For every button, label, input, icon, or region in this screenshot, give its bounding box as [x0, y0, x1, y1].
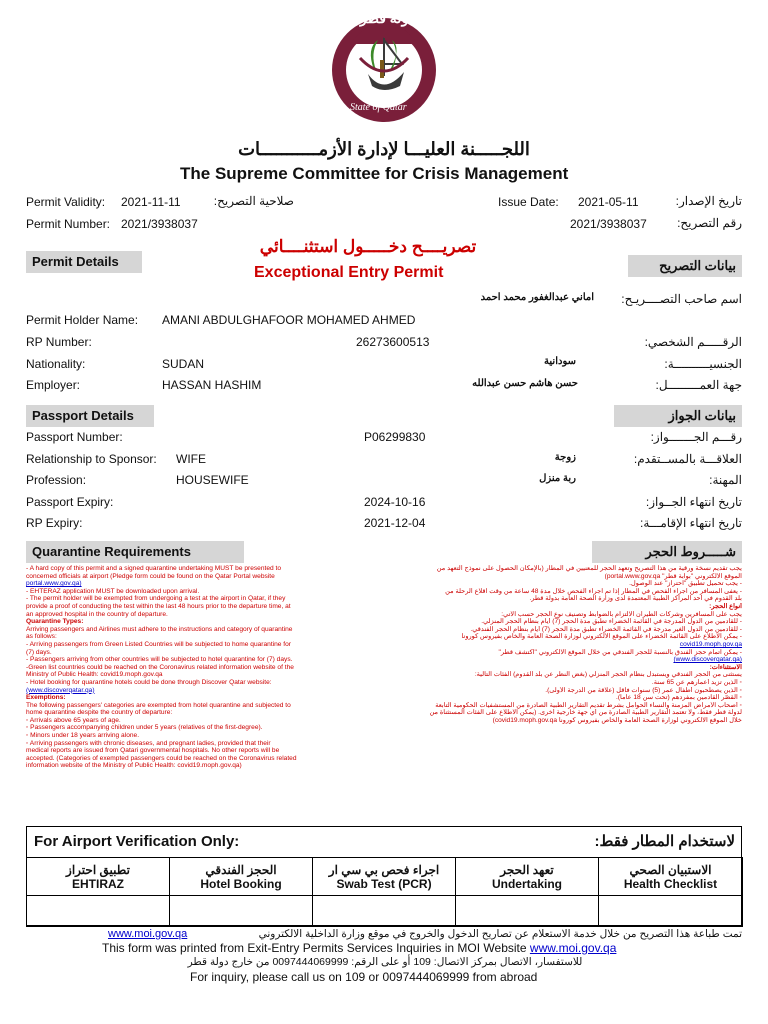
- footer-moi-link-1[interactable]: www.moi.gov.qa: [108, 928, 188, 940]
- nationality-value: SUDAN: [162, 357, 205, 371]
- rp-number-label-ar: الرقـــــم الشخصي:: [644, 335, 742, 349]
- verification-column-label-en: Health Checklist: [623, 876, 718, 891]
- quarantine-en-line: medical reports are issued from Qatari governmental hospitals. No other reports will be: [26, 747, 280, 755]
- quarantine-en-line[interactable]: (www.discoverqatar.qa): [26, 686, 95, 694]
- permit-validity-value: 2021-11-11: [121, 195, 181, 209]
- state-emblem: [330, 4, 438, 126]
- quarantine-ar-line: - يعفى المسافر من اجراء الفحص في المطار إذا تم اجراء الفحص خلال مدة 48 ساعة من وقت اقلاع الرحلة من: [445, 587, 742, 595]
- quarantine-ar-line[interactable]: covid19.moph.gov.qa: [679, 640, 742, 648]
- verification-column-label-ar: اجراء فحص بي سي ار: [328, 862, 440, 877]
- quarantine-en-line: (7) days.: [26, 648, 52, 656]
- verification-check-cell[interactable]: [313, 896, 456, 927]
- quarantine-text-en: [26, 565, 386, 770]
- rp-expiry-label-ar: تاريخ انتهاء الإقامـــة:: [640, 516, 742, 530]
- permit-number-label: Permit Number:: [26, 217, 111, 231]
- quarantine-en-line: home quarantine despite the country of departure:: [26, 709, 173, 717]
- quarantine-heading: Quarantine Requirements: [26, 541, 244, 563]
- profession-value: HOUSEWIFE: [176, 473, 249, 487]
- permit-validity-label-ar: صلاحية التصريح:: [213, 194, 294, 208]
- employer-label: Employer:: [26, 378, 81, 392]
- quarantine-en-line: - The permit holder will be exempted from undergoing a test at the airport in Qatar, if they: [26, 595, 286, 603]
- footer-line2-text: This form was printed from Exit-Entry Permits Services Inquiries in MOI Website: [102, 941, 527, 955]
- quarantine-ar-line: الموقع الالكتروني "بوابة قطر" portal.www.gov.qa): [604, 572, 742, 580]
- quarantine-en-line: ◦ Arriving passengers with chronic diseases, and pregnant ladies, provided that their: [26, 739, 271, 747]
- holder-label: Permit Holder Name:: [26, 313, 139, 327]
- nationality-label-ar: الجنسيــــــــــة:: [664, 357, 742, 371]
- passport-number-label: Passport Number:: [26, 430, 123, 444]
- rp-expiry-label: RP Expiry:: [26, 516, 83, 530]
- profession-label: Profession:: [26, 473, 87, 487]
- quarantine-ar-line: ◦ الذين يصطحبون أطفال عمر (5) سنوات فأقل (علاقة من الدرجة الأولى).: [545, 686, 742, 694]
- verification-column-label-en: Swab Test (PCR): [336, 876, 432, 891]
- quarantine-ar-line: يجب على المسافرين وشركات الطيران الالتزام بالضوابط وتصنيف نوع الحجر حسب الآتي:: [501, 610, 742, 618]
- footer-line4: For inquiry, please call us on 109 or 0097444069999 from abroad: [190, 970, 538, 984]
- quarantine-ar-line: ◦ القصّر القادمين بمفردهم (تحت سن 18 عاماً).: [616, 694, 742, 702]
- quarantine-text-ar: [388, 565, 742, 724]
- employer-value-ar: حسن هاشم حسن عبدالله: [472, 378, 578, 389]
- quarantine-en-line: - Arriving passengers from Green Listed Countries will be subjected to home quarantine for: [26, 640, 291, 648]
- nationality-value-ar: سودانية: [544, 356, 576, 367]
- profession-label-ar: المهنة:: [709, 473, 742, 487]
- verification-check-cell[interactable]: [170, 896, 313, 927]
- quarantine-ar-line: - يمكن اتمام حجز الفندق بالنسبة للحجر الفندقي من خلال الموقع الالكتروني "اكتشف قطر": [498, 648, 742, 656]
- passport-number-label-ar: رقـــم الجـــــــواز:: [650, 430, 742, 444]
- quarantine-heading-ar: شـــــروط الحجر: [592, 541, 742, 563]
- verification-column-header: [170, 858, 313, 896]
- committee-title-en: The Supreme Committee for Crisis Management: [180, 164, 569, 183]
- holder-label-ar: اسم صاحب التصــــريـح:: [621, 292, 742, 306]
- relationship-value-ar: زوجة: [554, 452, 576, 463]
- issue-date-value: 2021-05-11: [578, 195, 639, 209]
- passport-details-heading-ar: بيانات الجواز: [614, 405, 742, 427]
- issue-date-label: Issue Date:: [498, 195, 559, 209]
- verification-column-header: [599, 858, 743, 896]
- quarantine-en-line: - A hard copy of this permit and a signed quarantine undertaking MUST be presented to: [26, 565, 281, 572]
- quarantine-en-line: an approved hospital in the country of departure.: [26, 610, 168, 618]
- verification-heading-ar: لاستخدام المطار فقط:: [594, 833, 735, 850]
- verification-column-label-ar: تطبيق احتراز: [66, 862, 130, 877]
- rp-number-label: RP Number:: [26, 335, 92, 349]
- verification-column-label-ar: الاستبيان الصحي: [629, 862, 712, 877]
- quarantine-en-line: information website of the Ministry of Public Health: covid19.moph.gov.qa): [26, 762, 242, 770]
- quarantine-ar-line: يجب تقديم نسخة ورقية من هذا التصريح وتعهد الحجر للمعنيين في المطار (بالإمكان الحصول على نموذج التعهد من: [436, 565, 742, 572]
- verification-column-label-en: Undertaking: [491, 876, 562, 891]
- permit-number-value-right: 2021/3938037: [570, 217, 647, 231]
- quarantine-en-line: - Passengers arriving from other countries will be subjected to hotel quarantine for (7) days.: [26, 656, 293, 664]
- quarantine-en-line: concerned officials at airport (Pledge form could be found on the Qatar Portal website: [26, 572, 275, 580]
- verification-column-header: [456, 858, 599, 896]
- quarantine-en-line: provide a proof of conducting the test within the last 48 hours prior to the departure time, at: [26, 602, 291, 610]
- permit-title-ar: تصريــــح دخـــــول استثنــــائي: [259, 237, 477, 256]
- quarantine-en-line: Exemptions:: [26, 694, 66, 702]
- quarantine-ar-line: يستثنى من الحجر الفندقي ويستبدل بنظام الحجر المنزلي (بغض النظر عن بلد القدوم) الفئات التالية:: [474, 671, 742, 679]
- footer-line1-ar: تمت طباعة هذا التصريح من خلال خدمة الاستعلام عن تصاريح الدخول والخروج في موقع وزارة الداخلية الالكتروني: [258, 928, 742, 940]
- quarantine-en-line: - Hotel booking for quarantine hotels could be done through Discover Qatar website:: [26, 678, 272, 686]
- verification-column-label-ar: الحجز الفندقي: [205, 862, 277, 877]
- permit-number-label-ar: رقم التصريح:: [677, 216, 742, 230]
- quarantine-en-line: Arriving passengers and Airlines must adhere to the instructions and category of quarantine: [26, 625, 293, 633]
- quarantine-ar-line: ◦ أصحاب الأمراض المزمنة والنساء الحوامل بشرط تقديم التقارير الطبية الصادرة من المستشفيات الحكومية التابعة: [435, 701, 742, 709]
- quarantine-ar-line: ◦ الذين تزيد أعمارهم عن 65 سنة.: [651, 678, 742, 686]
- employer-label-ar: جهة العمـــــــــل:: [655, 378, 742, 392]
- permit-validity-label: Permit Validity:: [26, 195, 106, 209]
- relationship-label: Relationship to Sponsor:: [26, 452, 157, 466]
- holder-name-ar: اماني عبدالغفور محمد احمد: [480, 292, 594, 303]
- relationship-label-ar: العلاقـــة بالمســتقدم:: [633, 452, 742, 466]
- quarantine-en-line: ◦ Passengers accompanying children under 5 years (relatives of the first-degree).: [26, 724, 263, 732]
- verification-check-cell[interactable]: [27, 896, 170, 927]
- verification-column-label-en: Hotel Booking: [200, 876, 282, 891]
- employer-value: HASSAN HASHIM: [162, 378, 262, 392]
- passport-expiry-label: Passport Expiry:: [26, 495, 114, 509]
- quarantine-en-line: -Green list countries could be reached on the Coronavirus related information website of the: [26, 663, 294, 671]
- quarantine-ar-line: - يمكن الاطلاع على القائمة الخضراء على الموقع الالكتروني لوزارة الصحة العامة والخاص بفيروس كورونا: [461, 633, 742, 641]
- verification-column-label-en: EHTIRAZ: [72, 876, 124, 891]
- verification-column-header: [313, 858, 456, 896]
- footer-line3-ar: للاستفسار، الاتصال بمركز الاتصال: 109 أو على الرقم: 0097444069999 من خارج دولة قطر: [187, 956, 583, 968]
- nationality-label: Nationality:: [26, 357, 86, 371]
- passport-details-heading: Passport Details: [26, 405, 154, 427]
- footer-line2: [102, 941, 616, 955]
- verification-column-header: [27, 858, 170, 896]
- quarantine-ar-line: أنواع الحجر:: [709, 602, 742, 610]
- passport-expiry-value: 2024-10-16: [364, 495, 426, 509]
- committee-title-ar: اللجـــــنة العليـــا لإدارة الأزمـــــــــــات: [238, 139, 530, 159]
- quarantine-ar-line: - للقادمين من الدول الغير مدرجة في القائمة الخضراء تطبق مدة الحجر (7) أيام بنظام الحجر الفندقي.: [470, 625, 742, 633]
- quarantine-en-line: as follows:: [26, 633, 57, 641]
- holder-name: AMANI ABDULGHAFOOR MOHAMED AHMED: [162, 313, 416, 327]
- rp-number-value: 26273600513: [356, 335, 430, 349]
- permit-details-heading-ar: بيانات التصريح: [628, 255, 742, 277]
- quarantine-ar-line: لدولة قطر فقط، ولا تعتمد التقارير الطبية الصادرة من أي جهة خارجية أخرى. (يمكن الاطلاع على الفئات المستثناة من: [429, 709, 742, 717]
- quarantine-en-line: accepted. (Categories of exempted passengers could be reached on the Coronavirus related: [26, 754, 297, 762]
- verification-column-label-ar: تعهد الحجر: [500, 862, 554, 877]
- quarantine-en-line: ◦ Arrivals above 65 years of age.: [26, 716, 121, 724]
- quarantine-en-line: The following passengers' categories are exempted from hotel quarantine and subjected to: [26, 701, 291, 709]
- quarantine-ar-line: - للقادمين من الدول المدرجة في القائمة الخضراء تطبق مدة الحجر (7) أيام بنظام الحجر المنزلي.: [481, 618, 742, 626]
- quarantine-en-line: ◦ Minors under 18 years arriving alone.: [26, 732, 140, 740]
- quarantine-en-line: Ministry of Public Health: covid19.moph.gov.qa: [26, 671, 163, 679]
- quarantine-ar-line: - يجب تحميل تطبيق "احتراز" عند الوصول.: [629, 580, 742, 588]
- permit-details-heading: Permit Details: [26, 251, 142, 273]
- quarantine-ar-line: بلد القدوم في أحد المراكز الطبية المعتمدة لدى وزارة الصحة العامة بدولة قطر.: [529, 595, 742, 603]
- footer-moi-link-2[interactable]: www.moi.gov.qa: [529, 941, 617, 955]
- passport-number-value: P06299830: [364, 430, 426, 444]
- passport-expiry-label-ar: تاريخ انتهاء الجــواز:: [645, 495, 742, 509]
- quarantine-en-line: - EHTERAZ application MUST be downloaded upon arrival.: [26, 587, 200, 595]
- quarantine-en-line: Quarantine Types:: [26, 618, 84, 626]
- verification-table: [26, 857, 743, 927]
- verification-check-cell[interactable]: [456, 896, 599, 927]
- emblem-top-text: دولة قطر: [360, 10, 415, 26]
- emblem-bottom-text: State of Qatar: [350, 102, 407, 113]
- profession-value-ar: ربة منزل: [539, 473, 576, 484]
- quarantine-en-line[interactable]: portal.www.gov.qa): [26, 580, 82, 588]
- quarantine-ar-line: الاستثناءات:: [709, 663, 742, 671]
- rp-expiry-value: 2021-12-04: [364, 516, 426, 530]
- permit-number-value: 2021/3938037: [121, 217, 198, 231]
- verification-check-cell[interactable]: [599, 896, 743, 927]
- relationship-value: WIFE: [176, 452, 206, 466]
- quarantine-ar-line: خلال الموقع الالكتروني لوزارة الصحة العامة والخاص بفيروس كورونا covid19.moph.gov.qa): [492, 716, 742, 724]
- permit-title-en: Exceptional Entry Permit: [254, 264, 444, 281]
- issue-date-label-ar: تاريخ الإصدار:: [675, 194, 742, 208]
- quarantine-ar-line[interactable]: (www.discoverqatar.qa): [673, 656, 742, 664]
- verification-heading: For Airport Verification Only:: [34, 833, 240, 850]
